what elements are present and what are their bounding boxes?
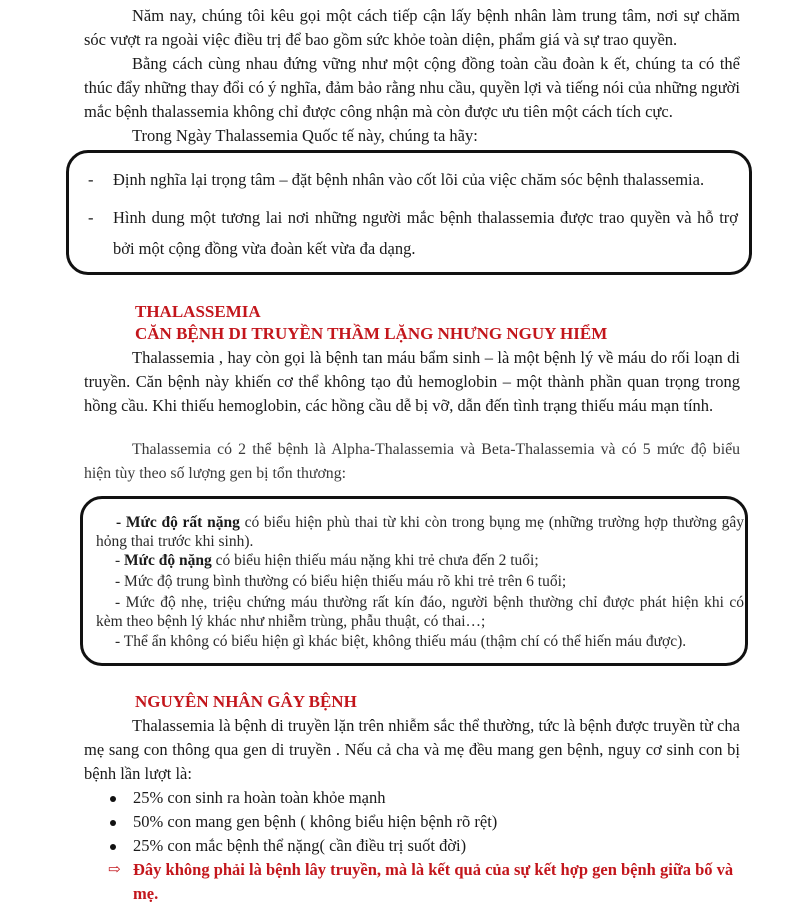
severity-text: có biểu hiện thiếu máu nặng khi trẻ chưa đến 2 tuổi; [211, 552, 539, 569]
dash-marker: - [88, 208, 94, 227]
bullet-text: 25% con mắc bệnh thể nặng( cần điều trị suốt đời) [133, 836, 467, 855]
severity-prefix: - [116, 514, 126, 531]
bullet-item [110, 810, 497, 834]
conclusion-text: Đây không phải là bệnh lây truyền, mà là kết quả của sự kết hợp gen bệnh giữa bố và mẹ. [133, 860, 734, 903]
bullet-dot-icon [110, 796, 116, 802]
severity-bold-label: Mức độ rất nặng [125, 514, 240, 531]
severity-item [96, 572, 744, 591]
intro-paragraph-2: Bằng cách cùng nhau đứng vững như một cộng đồng toàn cầu đoàn k ết, chúng ta có thể thúc đẩy những thay đổi có ý nghĩa, đảm bảo rằng nhu cầu, quyền lợi và tiếng nói của những người mắc bệnh thalassemia không chỉ được công nhận mà còn được ưu tiên một cách tích cực. [84, 54, 740, 121]
callout-item [88, 164, 738, 195]
section-heading-thalassemia: THALASSEMIA [135, 302, 261, 321]
right-arrow-outline-icon: ⇨ [108, 862, 121, 878]
bullet-text: 25% con sinh ra hoàn toàn khỏe mạnh [133, 788, 386, 807]
bullet-text: 50% con mang gen bệnh ( không biểu hiện bệnh rõ rệt) [133, 812, 498, 831]
severity-prefix: - [115, 594, 126, 611]
severity-item [96, 632, 744, 651]
callout-item-text: Định nghĩa lại trọng tâm – đặt bệnh nhân vào cốt lõi của việc chăm sóc bệnh thalassemia. [113, 170, 705, 189]
severity-text: Mức độ trung bình thường có biểu hiện thiếu máu rõ khi trẻ trên 6 tuổi; [124, 573, 567, 590]
severity-prefix: - [115, 573, 125, 590]
severity-item [96, 593, 744, 631]
bullet-dot-icon [110, 844, 116, 850]
bullet-item [110, 786, 385, 810]
severity-prefix: - [115, 552, 125, 569]
intro-paragraph-3: Trong Ngày Thalassemia Quốc tế này, chúng ta hãy: [132, 126, 478, 145]
severity-item [96, 551, 744, 570]
section-heading-causes: NGUYÊN NHÂN GÂY BỆNH [135, 692, 357, 711]
severity-prefix: - [115, 633, 124, 650]
severity-text: Mức độ nhẹ, triệu chứng máu thường rất kín đáo, người bệnh thường chỉ được phát hiện khi có kèm theo bệnh lý khác như nhiễm trùng, phẫu thuật, có thai…; [96, 594, 744, 630]
section-subheading: CĂN BỆNH DI TRUYỀN THẦM LẶNG NHƯNG NGUY HIỂM [135, 324, 608, 343]
bullet-dot-icon [110, 820, 116, 826]
section1-paragraph-1: Thalassemia , hay còn gọi là bệnh tan máu bẩm sinh – là một bệnh lý về máu do rối loạn di truyền. Căn bệnh này khiến cơ thể không tạo đủ hemoglobin – một thành phần quan trọng trong hồng cầu. Khi thiếu hemoglobin, các hồng cầu dễ bị vỡ, dẫn đến tình trạng thiếu máu mạn tính. [84, 348, 740, 415]
severity-text: có biểu hiện phù thai từ khi còn trong bụng mẹ (những trường hợp thường gây hỏng thai trước khi sinh). [96, 514, 744, 550]
callout-item-text: Hình dung một tương lai nơi những người mắc bệnh thalassemia được trao quyền và hỗ trợ bởi một cộng đồng vừa đoàn kết vừa đa dạng. [113, 208, 738, 258]
callout-item [88, 202, 738, 264]
severity-text: Thể ẩn không có biểu hiện gì khác biệt, không thiếu máu (thậm chí có thể hiến máu được). [123, 633, 687, 650]
section2-paragraph: Thalassemia là bệnh di truyền lặn trên nhiễm sắc thể thường, tức là bệnh được truyền từ cha mẹ sang con thông qua gen di truyền . Nếu cả cha và mẹ đều mang gen bệnh, nguy cơ sinh con bị bệnh lần lượt là: [84, 716, 740, 783]
intro-paragraph-1: Năm nay, chúng tôi kêu gọi một cách tiếp cận lấy bệnh nhân làm trung tâm, nơi sự chăm sóc vượt ra ngoài việc điều trị để bao gồm sức khỏe toàn diện, phẩm giá và sự trao quyền. [84, 6, 740, 49]
severity-item [96, 513, 744, 551]
bullet-item [110, 834, 466, 858]
dash-marker: - [88, 170, 94, 189]
section1-paragraph-2: Thalassemia có 2 thể bệnh là Alpha-Thalassemia và Beta-Thalassemia và có 5 mức độ biểu hiện tùy theo số lượng gen bị tổn thương: [84, 441, 740, 482]
conclusion-note [108, 858, 748, 906]
severity-bold-label: Mức độ nặng [124, 552, 212, 569]
